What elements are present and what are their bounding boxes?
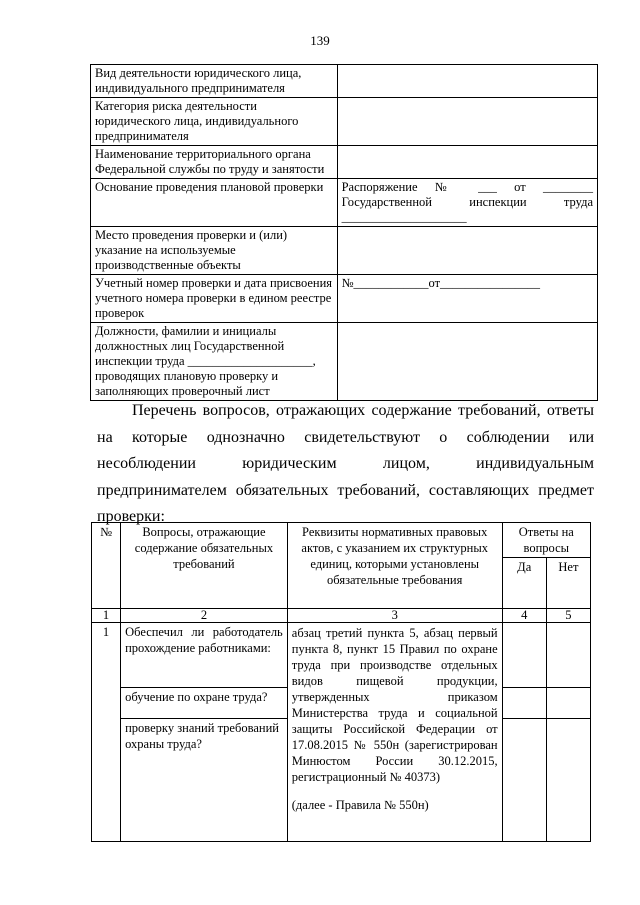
info-value: Распоряжение № ___ от ________ Государственной инспекции труда ____________________ — [337, 179, 597, 227]
list-heading — [97, 398, 594, 531]
answer-yes-cell[interactable] — [502, 688, 546, 719]
header-requisites: Реквизиты нормативных правовых актов, с указанием их структурных единиц, которыми установлены обязательные требования — [287, 523, 502, 609]
header-row — [92, 523, 591, 558]
column-number: 2 — [121, 609, 288, 623]
table-row — [91, 275, 598, 323]
list-heading-text: Перечень вопросов, отражающих содержание требований, ответы на которые однозначно свидетельствуют о соблюдении или несоблюдении юридическим лицом, индивидуальным предпринимателем обязательных требований, составляющих предмет проверки: — [97, 402, 594, 525]
questions-table — [91, 522, 591, 842]
answer-yes-cell[interactable] — [502, 719, 546, 842]
question-text: Обеспечил ли работодатель прохождение работниками: — [121, 623, 288, 688]
answer-no-cell[interactable] — [546, 719, 590, 842]
table-row — [91, 323, 598, 401]
column-number-row — [92, 609, 591, 623]
question-text: проверку знаний требований охраны труда? — [121, 719, 288, 842]
column-number: 3 — [287, 609, 502, 623]
info-value — [337, 227, 597, 275]
answer-no-cell[interactable] — [546, 623, 590, 688]
table-row — [91, 227, 598, 275]
info-label: Наименование территориального органа Федеральной службы по труду и занятости — [91, 146, 338, 179]
table-row — [91, 65, 598, 98]
inspection-info-table — [90, 64, 598, 401]
requisites-note: (далее - Правила № 550н) — [291, 798, 429, 812]
row-number: 1 — [92, 623, 121, 842]
requisites-text: абзац третий пункта 5, абзац первый пункта 8, пункт 15 Правил по охране труда при производстве отдельных видов пищевой продукции, утвержденных приказом Министерства труда и социальной защиты Российской Федерации от 17.08.2015 № 550н (зарегистрирован Минюстом России 30.12.2015, регистрационный № 40373) — [291, 626, 498, 784]
header-questions: Вопросы, отражающие содержание обязательных требований — [121, 523, 288, 609]
info-label: Учетный номер проверки и дата присвоения учетного номера проверки в едином реестре проверок — [91, 275, 338, 323]
info-label: Должности, фамилии и инициалы должностных лиц Государственной инспекции труда ____________________, проводящих плановую проверку и заполняющих проверочный лист — [91, 323, 338, 401]
info-label: Основание проведения плановой проверки — [91, 179, 338, 227]
header-no: Нет — [546, 558, 590, 609]
table-row — [91, 146, 598, 179]
requisites-cell — [287, 623, 502, 842]
info-value — [337, 65, 597, 98]
column-number: 1 — [92, 609, 121, 623]
header-answers: Ответы на вопросы — [502, 523, 590, 558]
info-label: Вид деятельности юридического лица, индивидуального предпринимателя — [91, 65, 338, 98]
answer-no-cell[interactable] — [546, 688, 590, 719]
info-value — [337, 323, 597, 401]
info-value — [337, 146, 597, 179]
column-number: 5 — [546, 609, 590, 623]
info-label: Категория риска деятельности юридического лица, индивидуального предпринимателя — [91, 98, 338, 146]
column-number: 4 — [502, 609, 546, 623]
table-row — [91, 98, 598, 146]
info-label: Место проведения проверки и (или) указание на используемые производственные объекты — [91, 227, 338, 275]
table-row — [92, 623, 591, 688]
info-value: №____________от________________ — [337, 275, 597, 323]
table-row — [91, 179, 598, 227]
header-num: № — [92, 523, 121, 609]
answer-yes-cell[interactable] — [502, 623, 546, 688]
info-value — [337, 98, 597, 146]
header-yes: Да — [502, 558, 546, 609]
page-number: 139 — [310, 33, 330, 48]
question-text: обучение по охране труда? — [121, 688, 288, 719]
